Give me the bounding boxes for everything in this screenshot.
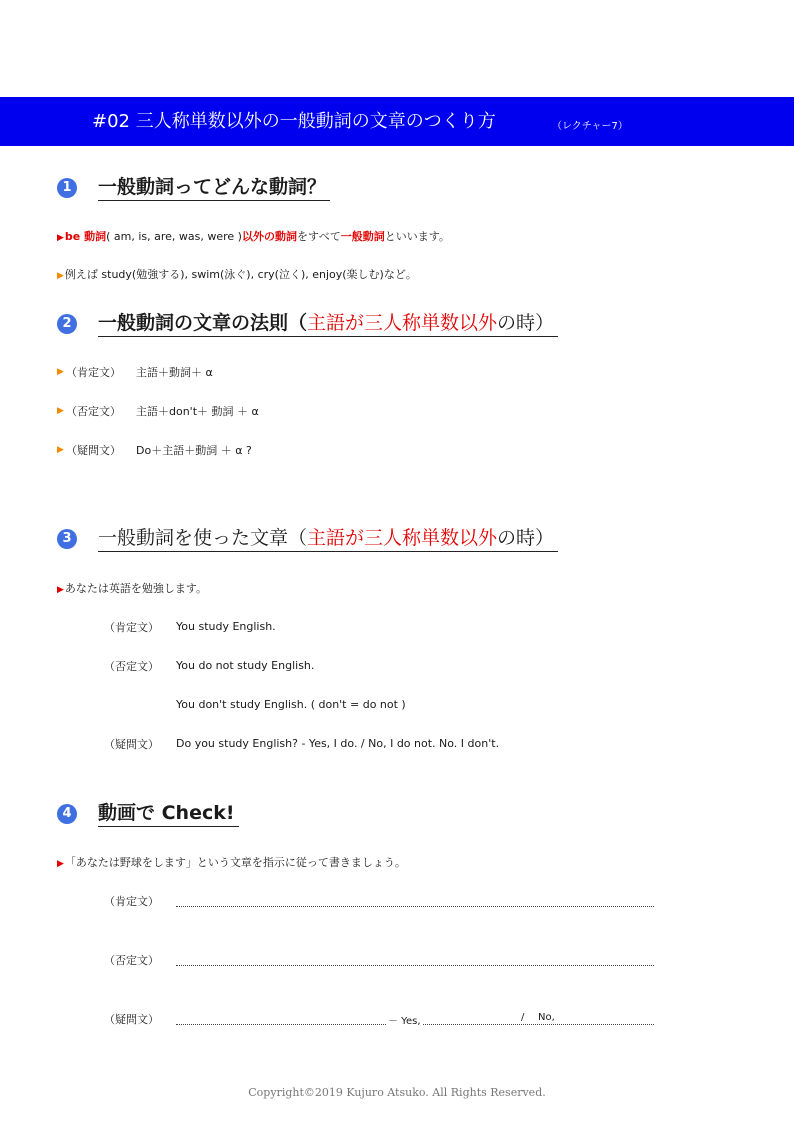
bullet-triangle-icon: ▶ — [57, 406, 64, 416]
rule-label: （疑問文） — [66, 444, 121, 457]
rule-label: （肯定文） — [66, 366, 121, 379]
example-label: （否定文） — [104, 660, 159, 673]
section-number-4: 4 — [57, 804, 77, 824]
example-sentence: Do you study English? - Yes, I do. / No, I do not. No. I don't. — [176, 737, 500, 750]
example-label: （疑問文） — [104, 738, 159, 751]
rule-text: 主語＋動詞＋ α — [136, 366, 213, 379]
section-1-definition: ▶be 動詞( am, is, are, was, were )以外の動詞をすべて一般動詞といいます。 — [57, 230, 450, 243]
rule-row — [57, 403, 65, 416]
bullet-triangle-icon: ▶ — [57, 445, 64, 455]
example-sentence: You don't study English. ( don't = do not ) — [176, 698, 406, 711]
exercise-label: （疑問文） — [104, 1013, 159, 1026]
example-label: （肯定文） — [104, 621, 159, 634]
section-3-intro: ▶あなたは英語を勉強します。 — [57, 582, 208, 595]
section-number-2: 2 — [57, 314, 77, 334]
title-banner — [0, 97, 794, 146]
answer-line[interactable] — [176, 965, 654, 966]
example-sentence: You do not study English. — [176, 659, 315, 672]
rule-row — [57, 364, 65, 377]
section-number-3: 3 — [57, 529, 77, 549]
bullet-triangle-icon: ▶ — [57, 271, 64, 281]
example-sentence: You study English. — [176, 620, 276, 633]
section-1-examples: ▶例えば study(勉強する), swim(泳ぐ), cry(泣く), enjoy(楽しむ)など。 — [57, 268, 417, 281]
section-4-title: 動画で Check! — [98, 800, 239, 827]
section-2-title: 一般動詞の文章の法則（主語が三人称単数以外の時） — [98, 310, 558, 337]
answer-slash: / — [521, 1012, 525, 1023]
bullet-triangle-icon: ▶ — [57, 367, 64, 377]
answer-line[interactable] — [176, 906, 654, 907]
rule-text: 主語＋don't＋ 動詞 ＋ α — [136, 405, 259, 418]
rule-text: Do＋主語＋動詞 ＋ α ? — [136, 444, 252, 457]
rule-label: （否定文） — [66, 405, 121, 418]
bullet-triangle-icon: ▶ — [57, 585, 64, 595]
copyright-footer: Copyright©2019 Kujuro Atsuko. All Rights Reserved. — [248, 1086, 546, 1099]
lesson-title: #02 三人称単数以外の一般動詞の文章のつくり方 — [92, 111, 496, 132]
section-1-title: 一般動詞ってどんな動詞？ — [98, 174, 330, 201]
section-number-1: 1 — [57, 178, 77, 198]
bullet-triangle-icon: ▶ — [57, 233, 64, 243]
section-4-instruction: ▶「あなたは野球をします」という文章を指示に従って書きましょう。 — [57, 856, 406, 869]
rule-row — [57, 442, 65, 455]
lecture-subtitle: （レクチャー7） — [552, 121, 628, 132]
exercise-label: （否定文） — [104, 954, 159, 967]
exercise-label: （肯定文） — [104, 895, 159, 908]
bullet-triangle-icon: ▶ — [57, 859, 64, 869]
no-answer-prompt: No, — [538, 1012, 555, 1023]
section-3-title: 一般動詞を使った文章（主語が三人称単数以外の時） — [98, 525, 558, 552]
yes-answer-prompt: － Yes, — [386, 1012, 423, 1027]
